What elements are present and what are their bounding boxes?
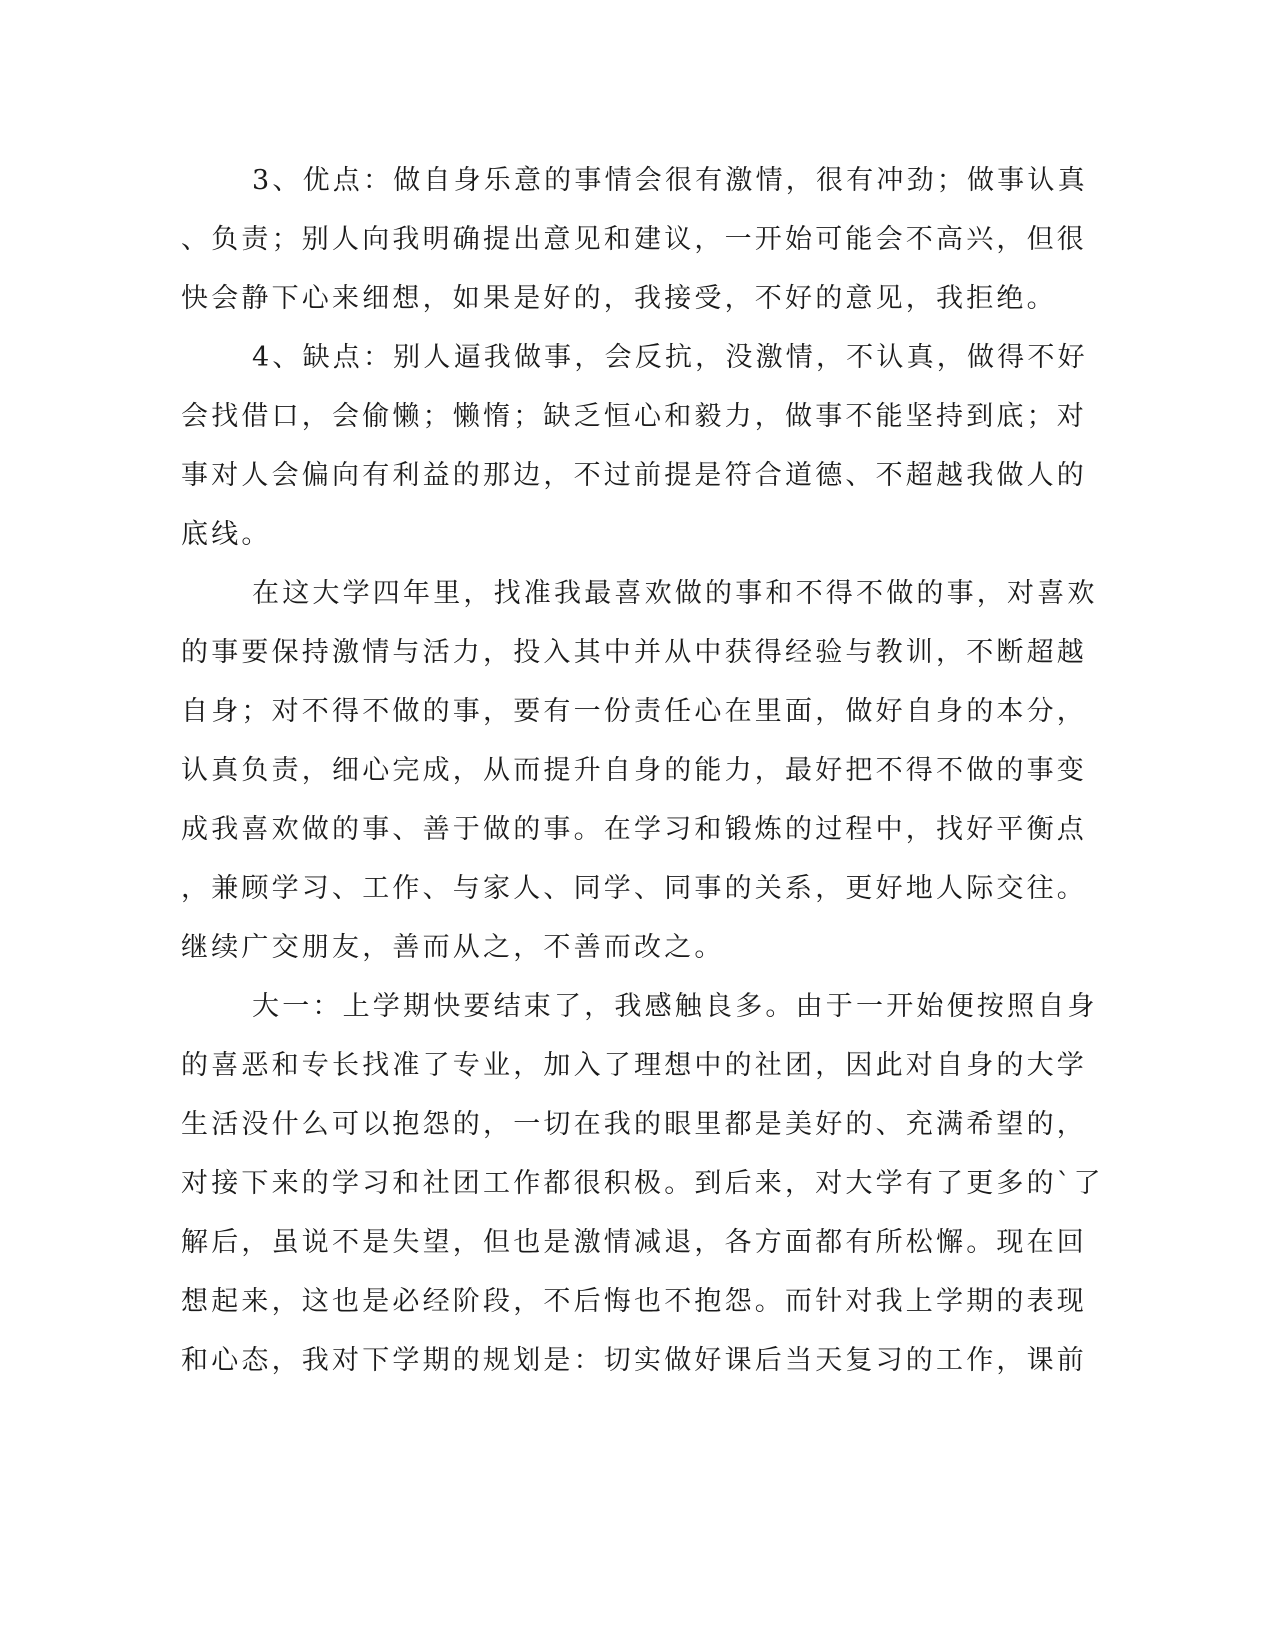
- text-line: 底线。: [181, 519, 272, 550]
- text-line: ，兼顾学习、工作、与家人、同学、同事的关系，更好地人际交往。: [181, 873, 1087, 904]
- paragraph-freshman-year: [181, 977, 1104, 1390]
- text-line: 的喜恶和专长找准了专业，加入了理想中的社团，因此对自身的大学: [181, 1050, 1087, 1081]
- text-line: 和心态，我对下学期的规划是：切实做好课后当天复习的工作，课前: [181, 1345, 1087, 1376]
- text-line: 事对人会偏向有利益的那边，不过前提是符合道德、不超越我做人的: [181, 460, 1087, 491]
- text-line: 继续广交朋友，善而从之，不善而改之。: [181, 932, 725, 963]
- paragraph-strengths: [181, 151, 1088, 328]
- paragraph-weaknesses: [181, 328, 1088, 564]
- text-line: 生活没什么可以抱怨的，一切在我的眼里都是美好的、充满希望的，: [181, 1109, 1087, 1140]
- text-line: 大一：上学期快要结束了，我感触良多。由于一开始便按照自身: [252, 991, 1098, 1022]
- text-line: 在这大学四年里，找准我最喜欢做的事和不得不做的事，对喜欢: [252, 578, 1098, 609]
- text-line: 、负责；别人向我明确提出意见和建议，一开始可能会不高兴，但很: [181, 224, 1087, 255]
- text-line: 成我喜欢做的事、善于做的事。在学习和锻炼的过程中，找好平衡点: [181, 814, 1087, 845]
- text-line: 的事要保持激情与活力，投入其中并从中获得经验与教训，不断超越: [181, 637, 1087, 668]
- text-line: 快会静下心来细想，如果是好的，我接受，不好的意见，我拒绝。: [181, 283, 1057, 314]
- paragraph-four-years: [181, 564, 1098, 977]
- text-line: 认真负责，细心完成，从而提升自身的能力，最好把不得不做的事变: [181, 755, 1087, 786]
- text-line: 解后，虽说不是失望，但也是激情减退，各方面都有所松懈。现在回: [181, 1227, 1087, 1258]
- text-line: 自身；对不得不做的事，要有一份责任心在里面，做好自身的本分，: [181, 696, 1087, 727]
- text-line: 4、缺点：别人逼我做事，会反抗，没激情，不认真，做得不好: [252, 342, 1088, 373]
- text-line: 想起来，这也是必经阶段，不后悔也不抱怨。而针对我上学期的表现: [181, 1286, 1087, 1317]
- text-line: 对接下来的学习和社团工作都很积极。到后来，对大学有了更多的`了: [181, 1168, 1104, 1199]
- text-line: 3、优点：做自身乐意的事情会很有激情，很有冲劲；做事认真: [252, 165, 1088, 196]
- document-body: [181, 151, 1104, 1390]
- text-line: 会找借口，会偷懒；懒惰；缺乏恒心和毅力，做事不能坚持到底；对: [181, 401, 1087, 432]
